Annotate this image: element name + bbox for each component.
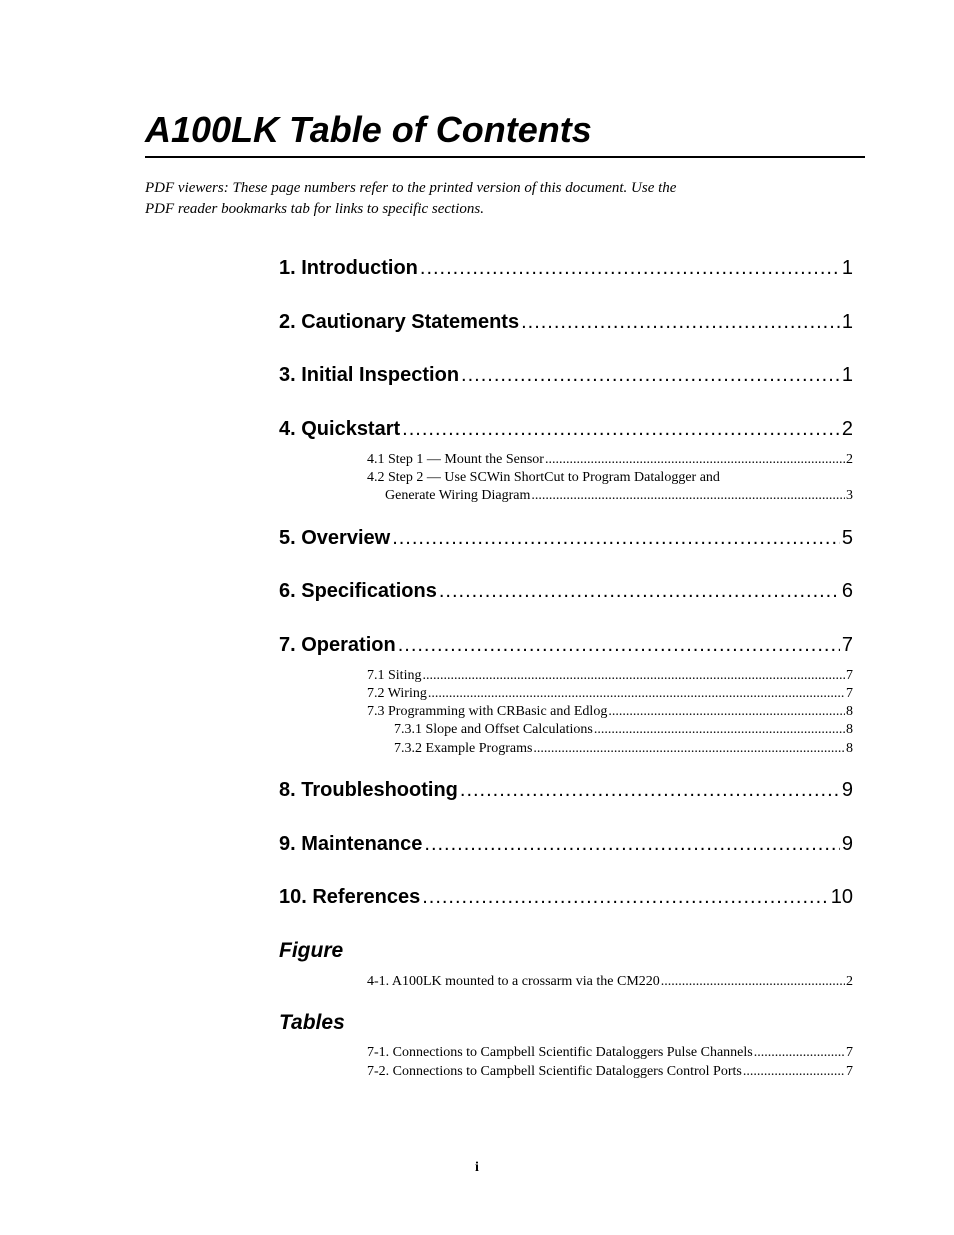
page-number: i — [475, 1160, 479, 1175]
toc-subentry-page: 8 — [846, 704, 853, 719]
toc-entry-references[interactable] — [279, 884, 853, 910]
toc-subentry-page: 7 — [846, 686, 853, 701]
toc-subentry-page: 2 — [846, 452, 853, 467]
toc-subentry-7-1[interactable] — [367, 667, 853, 685]
toc-subentry-page: 8 — [846, 722, 853, 737]
toc-subentry-label: 4.1 Step 1 — Mount the Sensor — [367, 452, 544, 467]
toc-entry-label: 9. Maintenance — [279, 833, 423, 855]
dot-leader — [428, 685, 845, 703]
toc-entry-page: 1 — [841, 364, 853, 386]
toc-figure-label: 4-1. A100LK mounted to a crossarm via the CM220 — [367, 974, 660, 989]
dot-leader — [661, 973, 845, 991]
toc-subentry-page: 3 — [846, 488, 853, 503]
dot-leader — [545, 451, 845, 469]
dot-leader — [424, 831, 839, 857]
toc-entry-label: 6. Specifications — [279, 580, 437, 602]
dot-leader — [422, 884, 829, 910]
toc-entry-specifications[interactable] — [279, 578, 853, 604]
toc-subentry-label: 7.2 Wiring — [367, 686, 427, 701]
dot-leader — [402, 416, 840, 442]
note-line-1: PDF viewers: These page numbers refer to the printed version of this document. Use the — [145, 180, 677, 196]
dot-leader — [521, 309, 840, 335]
note-line-2: PDF reader bookmarks tab for links to specific sections. — [145, 201, 484, 217]
tables-heading: Tables — [279, 1011, 345, 1034]
toc-table-page: 7 — [846, 1064, 853, 1079]
toc-table-7-2[interactable] — [367, 1063, 853, 1081]
dot-leader — [422, 667, 845, 685]
toc-figure-4-1[interactable] — [367, 973, 853, 991]
toc-table-label: 7-1. Connections to Campbell Scientific Dataloggers Pulse Channels — [367, 1045, 753, 1060]
toc-entry-quickstart[interactable] — [279, 416, 853, 442]
dot-leader — [392, 525, 840, 551]
toc-subentry-7-3-1[interactable] — [394, 721, 853, 739]
pdf-viewer-note — [145, 178, 785, 220]
toc-entry-page: 6 — [841, 580, 853, 602]
toc-entry-page: 1 — [841, 311, 853, 333]
toc-entry-label: 7. Operation — [279, 634, 396, 656]
page-title: A100LK Table of Contents — [145, 108, 865, 158]
dot-leader — [398, 632, 840, 658]
toc-table-7-1[interactable] — [367, 1044, 853, 1062]
toc-table-page: 7 — [846, 1045, 853, 1060]
toc-entry-label: 10. References — [279, 886, 421, 908]
toc-entry-operation[interactable] — [279, 632, 853, 658]
figure-heading: Figure — [279, 939, 344, 962]
dot-leader — [531, 487, 845, 505]
toc-entry-cautionary-statements[interactable] — [279, 309, 853, 335]
toc-entry-overview[interactable] — [279, 525, 853, 551]
toc-entry-label: 2. Cautionary Statements — [279, 311, 520, 333]
toc-entry-page: 9 — [841, 833, 853, 855]
toc-subentry-7-3-2[interactable] — [394, 740, 853, 758]
toc-entry-label: 8. Troubleshooting — [279, 779, 458, 801]
toc-entry-introduction[interactable] — [279, 255, 853, 281]
toc-table-label: 7-2. Connections to Campbell Scientific Dataloggers Control Ports — [367, 1064, 742, 1079]
toc-subentry-4-2-line2[interactable] — [385, 487, 853, 505]
toc-entry-maintenance[interactable] — [279, 831, 853, 857]
toc-entry-page: 10 — [830, 886, 853, 908]
toc-entry-label: 1. Introduction — [279, 257, 418, 279]
dot-leader — [594, 721, 845, 739]
toc-subentry-label: 7.1 Siting — [367, 668, 422, 683]
toc-entry-troubleshooting[interactable] — [279, 777, 853, 803]
toc-entry-label: 5. Overview — [279, 527, 391, 549]
toc-entry-page: 7 — [841, 634, 853, 656]
toc-subentry-label: 7.3.2 Example Programs — [394, 741, 533, 756]
dot-leader — [461, 362, 840, 388]
dot-leader — [420, 255, 840, 281]
toc-subentry-7-2[interactable] — [367, 685, 853, 703]
toc-subentry-page: 8 — [846, 741, 853, 756]
toc-subentry-label: 7.3 Programming with CRBasic and Edlog — [367, 704, 608, 719]
toc-entry-label: 4. Quickstart — [279, 418, 401, 440]
toc-subentry-4-2-line1[interactable]: 4.2 Step 2 — Use SCWin ShortCut to Program Datalogger and — [367, 470, 720, 485]
dot-leader — [743, 1063, 845, 1081]
toc-subentry-7-3[interactable] — [367, 703, 853, 721]
dot-leader — [439, 578, 840, 604]
toc-entry-page: 1 — [841, 257, 853, 279]
dot-leader — [460, 777, 840, 803]
toc-entry-page: 5 — [841, 527, 853, 549]
toc-entry-initial-inspection[interactable] — [279, 362, 853, 388]
toc-entry-page: 9 — [841, 779, 853, 801]
toc-subentry-label: 7.3.1 Slope and Offset Calculations — [394, 722, 593, 737]
toc-subentry-4-1[interactable] — [367, 451, 853, 469]
toc-subentry-page: 7 — [846, 668, 853, 683]
toc-entry-label: 3. Initial Inspection — [279, 364, 460, 386]
dot-leader — [754, 1044, 845, 1062]
toc-entry-page: 2 — [841, 418, 853, 440]
toc-figure-page: 2 — [846, 974, 853, 989]
toc-subentry-label: Generate Wiring Diagram — [385, 488, 531, 503]
dot-leader — [608, 703, 845, 721]
dot-leader — [533, 740, 845, 758]
